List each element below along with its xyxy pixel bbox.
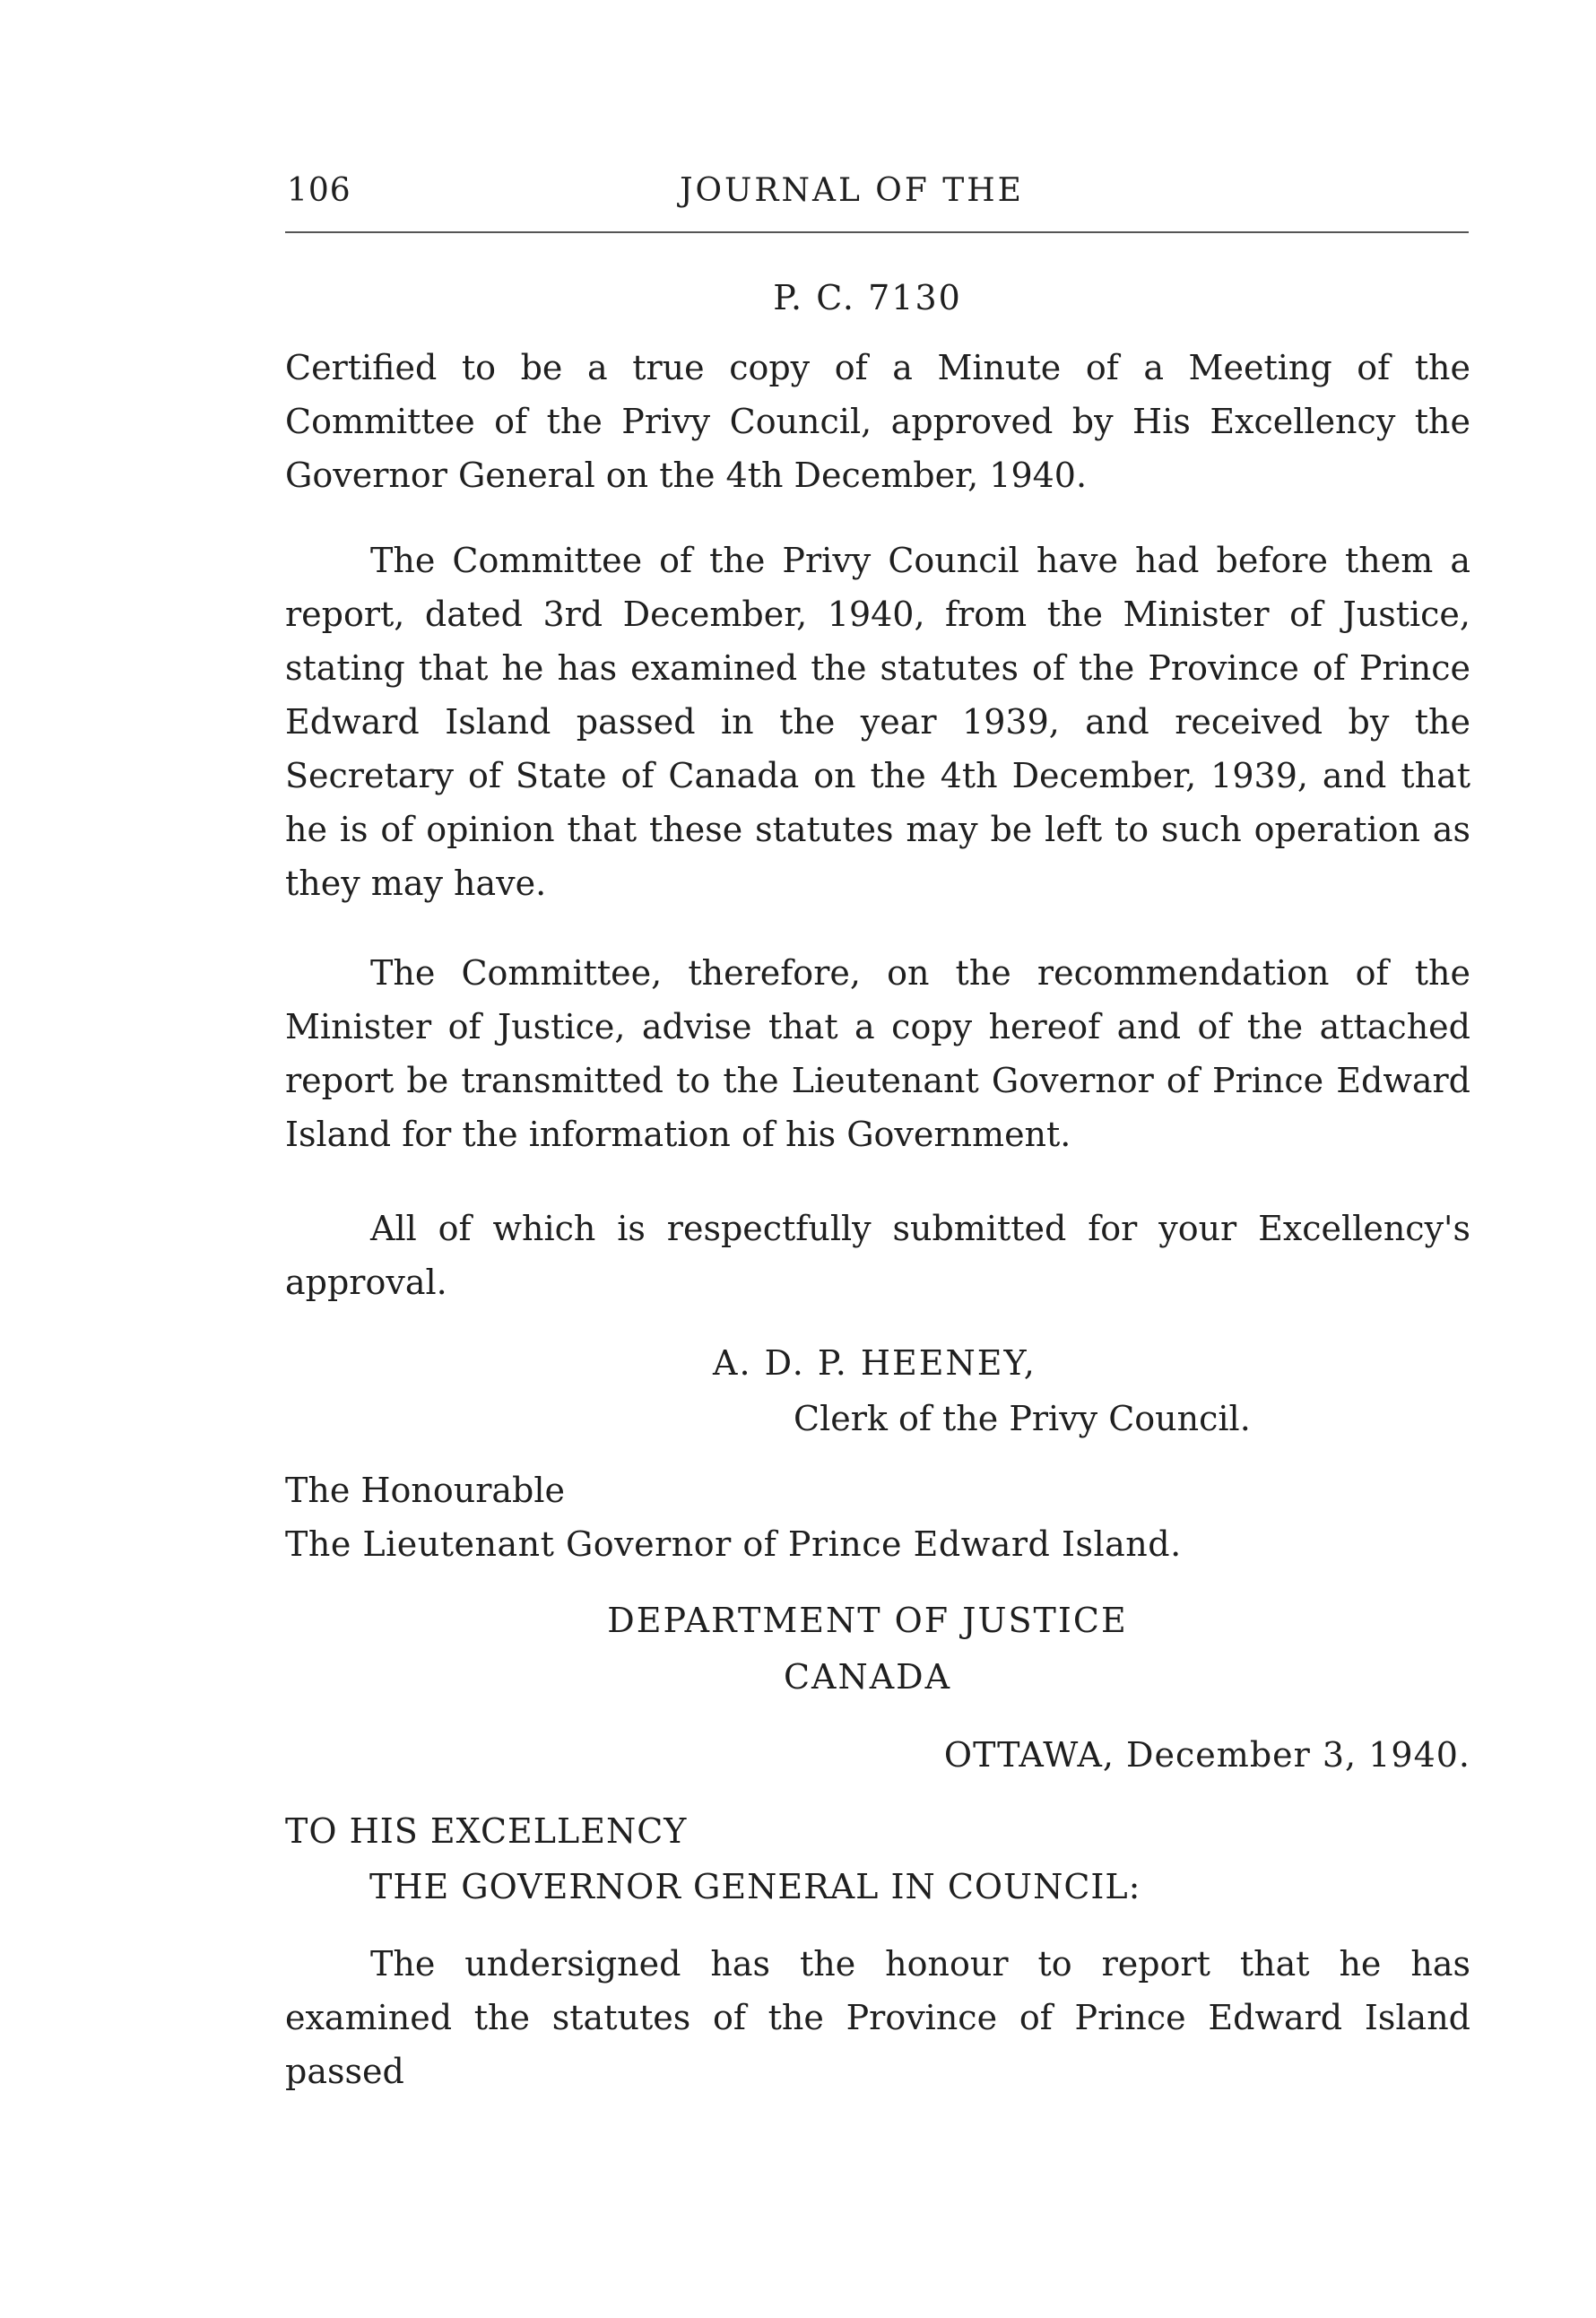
header-rule	[285, 231, 1469, 233]
order-number: P. C. 7130	[773, 278, 962, 317]
running-head: JOURNAL OF THE	[680, 172, 1024, 209]
advice-text: The Committee, therefore, on the recommendation of the Minister of Justice, advise that a copy hereof and of the attached report be transmitted to the Lieutenant Governor of Prince Edward Island for the information of his Government.	[285, 953, 1470, 1154]
certificate-paragraph	[285, 341, 1470, 502]
submitted-paragraph	[285, 1202, 1470, 1309]
signatory-name: A. D. P. HEENEY,	[713, 1343, 1037, 1383]
submitted-text: All of which is respectfully submitted for your Excellency's approval.	[285, 1209, 1470, 1302]
signatory-title: Clerk of the Privy Council.	[794, 1399, 1251, 1438]
addressee-line-1: The Honourable	[285, 1471, 566, 1510]
department-country: CANADA	[783, 1657, 952, 1697]
advice-paragraph	[285, 946, 1470, 1161]
department-name: DEPARTMENT OF JUSTICE	[607, 1601, 1128, 1640]
page-number: 106	[287, 172, 351, 209]
undersigned-paragraph	[285, 1937, 1470, 2098]
report-text: The Committee of the Privy Council have had before them a report, dated 3rd December, 1940, from the Minister of Justice, stating that he has examined the statutes of the Province of Prince Edward Island passed in the year 1939, and received by the Secretary of State of Canada on the 4th December, 1939, and that he is of opinion that these statutes may be left to such operation as they may have.	[285, 541, 1470, 903]
place-date: OTTAWA, December 3, 1940.	[943, 1735, 1470, 1775]
undersigned-text: The undersigned has the honour to report that he has examined the statutes of the Province of Prince Edward Island passed	[285, 1944, 1470, 2091]
certificate-text: Certified to be a true copy of a Minute of a Meeting of the Committee of the Privy Council, approved by His Excellency the Governor General on the 4th December, 1940.	[285, 348, 1470, 495]
addressee-line-2: The Lieutenant Governor of Prince Edward Island.	[285, 1524, 1182, 1564]
salutation-line-2: THE GOVERNOR GENERAL IN COUNCIL:	[369, 1867, 1141, 1906]
report-paragraph	[285, 534, 1470, 910]
salutation-line-1: TO HIS EXCELLENCY	[285, 1811, 688, 1851]
